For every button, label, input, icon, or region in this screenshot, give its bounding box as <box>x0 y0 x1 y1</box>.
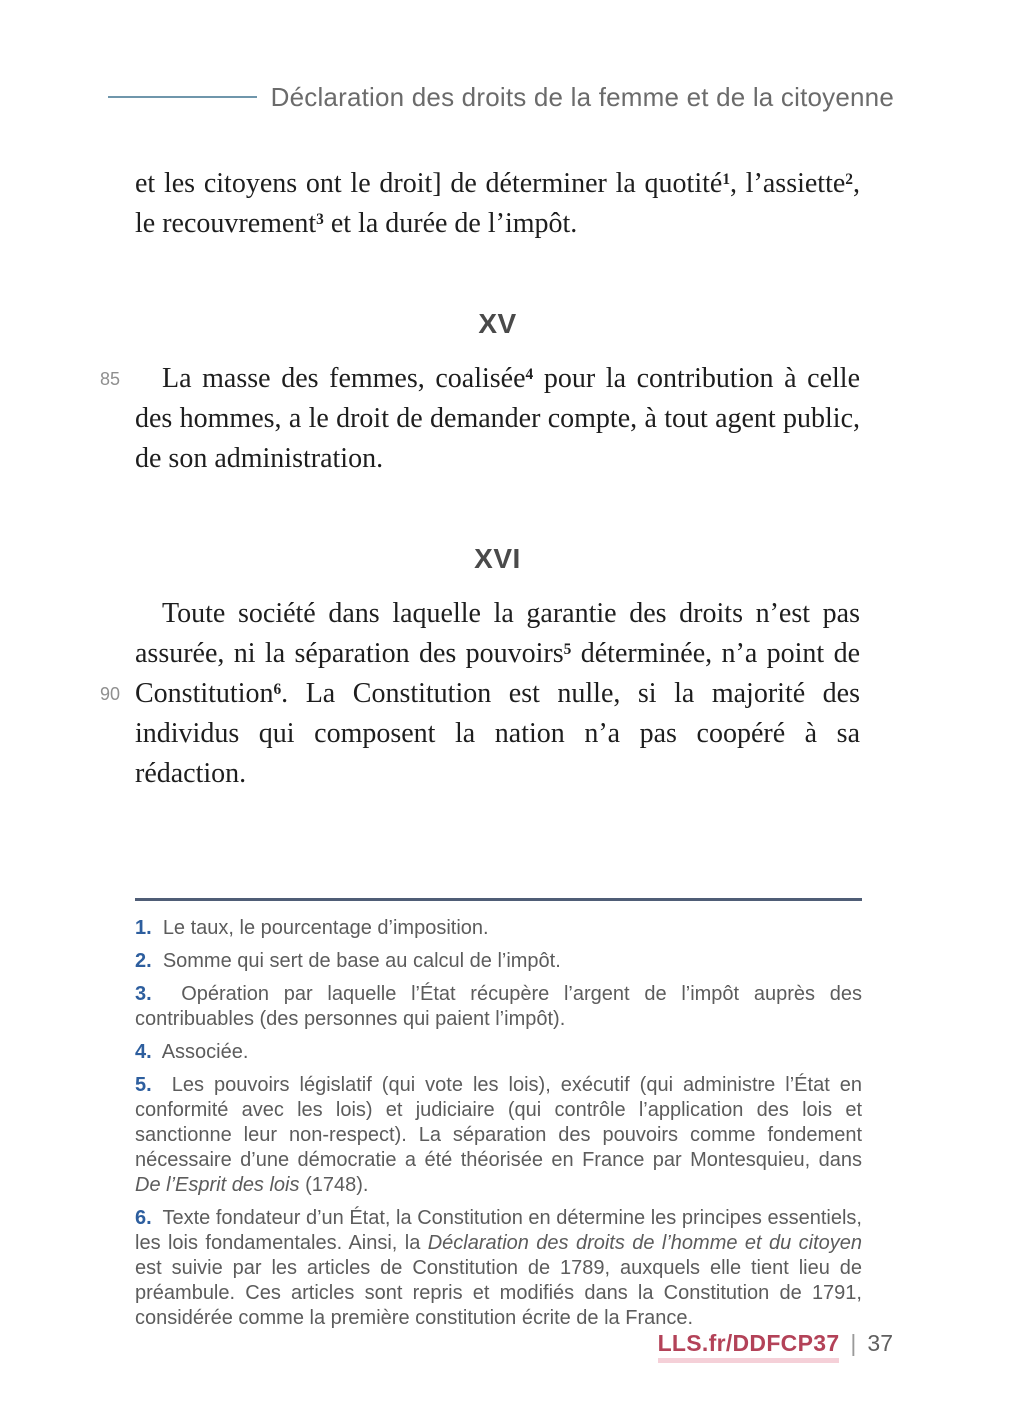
line-number-85: 85 <box>100 369 121 389</box>
footnote-number: 2. <box>135 950 152 972</box>
footnote-4: 4. Associée. <box>135 1041 249 1063</box>
footnote-ref-5: 5 <box>563 640 572 658</box>
article-heading-xvi: XVI <box>474 543 521 574</box>
article-xvi-paragraph: 90 Toute société dans laquelle la garantie des droits n’est pas assurée, ni la séparation des pouvoirs$^5$ déterminée, n’a point de Constitution$^6$. La Constitution est nulle, si la majorité des individus qui composent la nation n’a pas coopéré à sa rédaction. <box>135 594 860 794</box>
footnote-ref-2: 2 <box>845 170 853 188</box>
footnotes-section <box>135 898 862 1331</box>
running-title: Déclaration des droits de la femme et de la citoyenne <box>270 81 894 112</box>
footnote-ref-6: 6 <box>273 680 282 698</box>
footnote-ref-3: 3 <box>316 210 324 228</box>
italic-title: De l’Esprit des lois <box>135 1174 300 1196</box>
footnote-5: 5. Les pouvoirs législatif (qui vote les lois), exécutif (qui administre l’État en conformité avec les lois) et judiciaire (qui contrôle l’application des lois et sanctionne leur non-respect). La séparation des pouvoirs comme fondement nécessaire d’une démocratie a été théorisée en France par Montesquieu, dans De l’Esprit des lois (1748). <box>135 1074 863 1196</box>
page-number: 37 <box>867 1330 893 1356</box>
footnote-2: 2. Somme qui sert de base au calcul de l’impôt. <box>135 950 561 972</box>
footnote-6: 6. Texte fondateur d’un État, la Constitution en détermine les principes essentiels, les lois fondamentales. Ainsi, la Déclaration des droits de l’homme et du citoyen est suivie par les articles de Constitution de 1789, auxquels elle tient lieu de préambule. Ces articles sont repris et modifiés dans la Constitution de 1791, considérée comme la première constitution écrite de la France. <box>135 1207 862 1329</box>
footnote-3: 3. Opération par laquelle l’État récupère l’argent de l’impôt auprès des contribuables (des personnes qui paient l’impôt). <box>135 983 862 1030</box>
resource-link[interactable]: LLS.fr/DDFCP37 <box>658 1330 840 1363</box>
articles-section <box>100 164 860 794</box>
page-footer <box>658 1330 893 1363</box>
footnote-ref-1: 1 <box>722 170 731 188</box>
footnotes-divider <box>135 898 862 901</box>
footnote-number: 5. <box>135 1074 152 1096</box>
footnote-ref-4: 4 <box>525 365 534 383</box>
article-heading-xv: XV <box>478 308 517 339</box>
article-xv-paragraph: 85 La masse des femmes, coalisée$^4$ pour la contribution à celle des hommes, a le droit de demander compte, à tout agent public, de son administration. <box>135 359 860 479</box>
footer-separator: | <box>850 1330 857 1356</box>
line-number-90: 90 <box>100 684 121 704</box>
footnote-number: 6. <box>135 1207 152 1229</box>
article-xiv-continuation-paragraph: et les citoyens ont le droit] de déterminer la quotité$^1$, l’assiette$^2$, le recouvrement$^3$ et la durée de l’impôt. <box>135 168 860 239</box>
footnote-number: 1. <box>135 917 152 939</box>
footnote-1: 1. Le taux, le pourcentage d’imposition. <box>135 917 489 939</box>
footnote-number: 3. <box>135 983 152 1005</box>
running-header <box>135 80 894 114</box>
footnotes-list <box>135 916 862 1331</box>
footnote-number: 4. <box>135 1041 152 1063</box>
header-rule <box>108 96 257 98</box>
italic-title: Déclaration des droits de l’homme et du citoyen <box>427 1232 862 1254</box>
